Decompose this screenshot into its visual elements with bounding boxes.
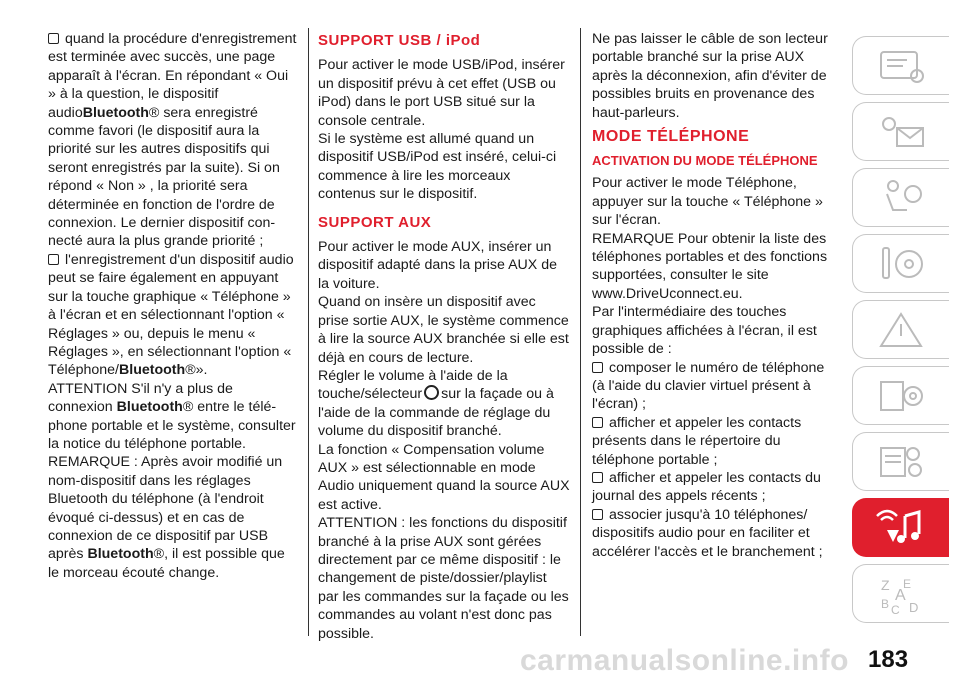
paragraph: Pour activer le mode Téléphone, appuyer sur la touche « Téléphone » sur l'écran.	[592, 175, 823, 229]
column-divider	[580, 28, 581, 636]
volume-knob-icon	[424, 385, 439, 400]
emergency-triangle-icon	[873, 308, 929, 352]
paragraph: ATTENTION : les fonctions du dispositif branché à la prise AUX sont gérées directement par ce même dispositif : le changement de piste/dossier/playlist par les commandes sur la façade ou les commandes au volant n'est donc pas possible.	[318, 515, 569, 642]
paragraph: Quand on insère un dispositif avec prise sortie AUX, le système commence à lire la source AUX branchée si elle est déjà en cours de lecture.	[318, 294, 569, 366]
svg-text:A: A	[895, 586, 906, 604]
paragraph: REMARQUE : Après avoir modifié un nom-dispositif dans les réglages Bluetooth du téléphone (à l'endroit évoqué ci-dessus) et en cas de connexion de ce dispositif par USB après Bluetooth®, il est possible que le morceau écouté change.	[48, 454, 285, 581]
list-item: afficher et appeler les contacts du journal des appels récents ;	[592, 469, 821, 505]
paragraph: Par l'intermédiaire des touches graphiques affichées à l'écran, il est possible de :	[592, 304, 817, 358]
paragraph: Pour activer le mode AUX, insérer un dispositif adapté dans la prise AUX de la voiture.	[318, 239, 557, 292]
tab-emergency[interactable]	[852, 300, 949, 359]
paragraph: Si le système est allumé quand un dispositif USB/iPod est inséré, celui-ci commence à lire les morceaux contenus sur le dispositif.	[318, 131, 557, 203]
tab-multimedia[interactable]	[852, 498, 949, 557]
column-left	[48, 30, 298, 582]
tab-tech-data[interactable]	[852, 432, 949, 491]
bullet-icon	[592, 509, 603, 520]
tab-maintenance[interactable]	[852, 366, 949, 425]
key-steering-icon	[873, 242, 929, 286]
bullet-icon	[48, 254, 59, 265]
tab-starting-driving[interactable]	[852, 234, 949, 293]
svg-text:E: E	[903, 576, 912, 591]
paragraph: quand la procédure d'enregistrement est terminée avec succès, une page apparaît à l'écran. En répondant « Oui » à la question, le dispositif audioBluetooth® sera enregistré comme favori (le dispositif aura la priorité sur les autres dispositifs qui seront enregistrés par la suite). Si on répond « Non » , la priorité sera déterminée en fonction de l'ordre de connexion. Le dernier dispositif con- necté aura la plus grande priorité ;	[48, 31, 297, 250]
section-title: MODE TÉLÉPHONE	[592, 128, 750, 146]
warning-lights-icon	[873, 110, 929, 154]
list-item: associer jusqu'à 10 téléphones/ dispositifs audio pour en faciliter et accélérer l'accès et le branchement ;	[592, 506, 823, 560]
bullet-icon	[592, 417, 603, 428]
tab-index[interactable]	[852, 564, 949, 623]
section-title: SUPPORT AUX	[318, 213, 432, 231]
tab-warning-lights[interactable]	[852, 102, 949, 161]
maintenance-icon	[873, 374, 929, 418]
bullet-icon	[592, 362, 603, 373]
tab-car-info[interactable]	[852, 36, 949, 95]
subsection-title: ACTIVATION DU MODE TÉLÉPHONE	[592, 153, 818, 169]
column-right	[592, 30, 840, 561]
paragraph: Régler le volume à l'aide de la touche/sélecteur sur la façade ou à l'aide de la commande de réglage du volume du dispositif branché.	[318, 367, 554, 440]
chapter-sidebar	[852, 36, 960, 630]
paragraph: REMARQUE Pour obtenir la liste des téléphones portables et des fonctions supportées, consulter le site www.DriveUconnect.eu.	[592, 230, 828, 302]
column-middle	[318, 30, 570, 643]
car-info-icon	[873, 44, 929, 88]
list-item: afficher et appeler les contacts présents dans le répertoire du téléphone portable ;	[592, 414, 802, 468]
watermark: carmanualsonline.info	[520, 644, 849, 677]
bullet-icon	[48, 33, 59, 44]
paragraph: La fonction « Compensation volume AUX » est sélectionnable en mode Audio uniquement quand la source AUX est active.	[318, 441, 570, 513]
multimedia-icon	[873, 506, 929, 550]
paragraph: Pour activer le mode USB/iPod, insérer un dispositif prévu à cet effet (USB ou iPod) dans le port USB situé sur la console centrale.	[318, 57, 565, 129]
list-item: composer le numéro de téléphone (à l'aide du clavier virtuel présent à l'écran) ;	[592, 359, 825, 413]
svg-text:D: D	[909, 599, 919, 615]
column-divider	[308, 28, 309, 636]
svg-text:Z: Z	[881, 576, 890, 593]
svg-text:C: C	[891, 602, 900, 616]
paragraph: Ne pas laisser le câble de son lecteur portable branché sur la prise AUX après la déconnexion, afin d'éviter de possibles bruits en provenance des haut-parleurs.	[592, 31, 828, 121]
tab-safety[interactable]	[852, 168, 949, 227]
bullet-icon	[592, 472, 603, 483]
page-number: 183	[868, 646, 909, 673]
paragraph: l'enregistrement d'un dispositif audio peut se faire également en appuyant sur la touche graphique « Téléphone » à l'écran et en sélectionnant l'option « Réglages » ou, depuis le menu « Réglages », en sélectionnant l'option « Téléphone/Bluetooth®».	[48, 251, 294, 379]
section-title: SUPPORT USB / iPod	[318, 32, 481, 49]
index-icon	[873, 572, 929, 616]
tech-data-icon	[873, 440, 929, 484]
airbag-seat-icon	[873, 176, 929, 220]
svg-text:B: B	[881, 596, 890, 611]
paragraph: ATTENTION S'il n'y a plus de connexion Bluetooth® entre le télé- phone portable et le système, consulter la notice du téléphone portable.	[48, 380, 296, 452]
